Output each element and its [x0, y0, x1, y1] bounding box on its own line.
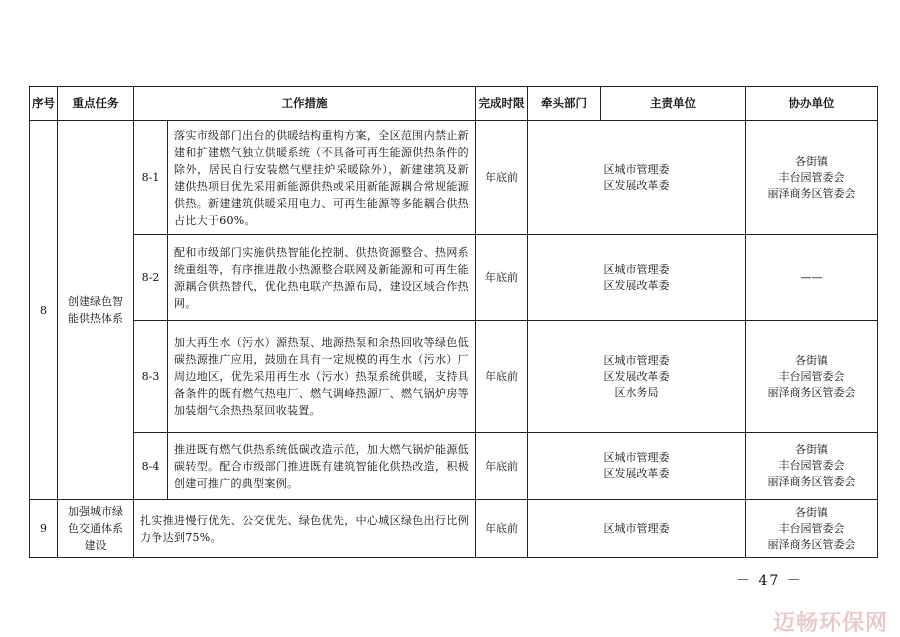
main-unit-cell: 区城市管理委 [528, 500, 746, 558]
assist-unit-cell [746, 500, 878, 558]
main-unit-cell [528, 121, 746, 235]
assist-unit-line: 各街镇 [795, 154, 828, 168]
table-row [30, 433, 878, 500]
assist-unit-line: 丽泽商务区管委会 [767, 385, 856, 399]
assist-unit-line: 丽泽商务区管委会 [767, 537, 856, 551]
assist-unit-line: 各街镇 [795, 505, 828, 519]
main-unit-line: 区发展改革委 [603, 467, 670, 480]
deadline-cell: 年底前 [476, 121, 528, 235]
sub-num-cell: 8-4 [134, 433, 168, 500]
main-unit-line: 区发展改革委 [603, 178, 670, 192]
header-main: 主责单位 [601, 87, 746, 121]
deadline-cell: 年底前 [476, 500, 528, 558]
table-row [30, 235, 878, 321]
table-header-row [30, 87, 878, 121]
main-unit-line: 区发展改革委 [603, 369, 670, 383]
measure-cell: 扎实推进慢行优先、公交优先、绿色优先，中心城区绿色出行比例力争达到75%。 [134, 500, 476, 558]
assist-unit-line: 各街镇 [795, 353, 828, 367]
deadline-cell: 年底前 [476, 321, 528, 433]
assist-unit-line: 各街镇 [795, 443, 828, 456]
assist-unit-cell [746, 433, 878, 500]
main-unit-cell [528, 321, 746, 433]
seq-cell: 8 [30, 121, 58, 500]
assist-unit-cell: —— [746, 235, 878, 321]
measure-cell: 配和市级部门实施供热智能化控制、供热资源整合、热网系统重组等，有序推进散小热源整合联网及新能源和可再生能源耦合供热替代，优化热电联产热源布局，建设区域合作热网。 [168, 235, 476, 321]
watermark: 迈畅环保网 [772, 611, 888, 636]
main-unit-cell [528, 235, 746, 321]
table-row [30, 500, 878, 558]
assist-unit-line: 丽泽商务区管委会 [767, 475, 856, 488]
main-unit-line: 区城市管理委 [603, 451, 670, 464]
sub-num-cell: 8-2 [134, 235, 168, 321]
task-cell: 加强城市绿色交通体系建设 [58, 500, 134, 558]
sub-num-cell: 8-1 [134, 121, 168, 235]
measure-cell: 加大再生水（污水）源热泵、地源热泵和余热回收等绿色低碳热源推广应用，鼓励在具有一定规模的再生水（污水）厂周边地区，优先采用再生水（污水）热泵系统供暖，支持具备条件的既有燃气热电厂、燃气调峰热源厂、燃气锅炉房等加装烟气余热热泵回收装置。 [168, 321, 476, 433]
header-measures: 工作措施 [134, 87, 476, 121]
main-unit-cell [528, 433, 746, 500]
assist-unit-line: 丰台园管委会 [778, 459, 845, 472]
deadline-cell: 年底前 [476, 235, 528, 321]
table-row [30, 321, 878, 433]
deadline-cell: 年底前 [476, 433, 528, 500]
main-unit-line: 区水务局 [614, 385, 659, 399]
assist-unit-line: 丽泽商务区管委会 [767, 186, 856, 200]
page-number: － 47 － [736, 573, 803, 589]
header-task: 重点任务 [58, 87, 134, 121]
main-unit-line: 区城市管理委 [603, 353, 670, 367]
assist-unit-line: 丰台园管委会 [778, 521, 845, 535]
assist-unit-cell [746, 121, 878, 235]
measure-cell: 落实市级部门出台的供暖结构重构方案，全区范围内禁止新建和扩建燃气独立供暖系统（不具备可再生能源供热条件的除外，居民自行安装燃气壁挂炉采暖除外），新建建筑及新建供热项目优先采用新能源供热或采用新能源耦合常规能源供热。新建建筑供暖采用电力、可再生能源等多能耦合供热占比大于60%。 [168, 121, 476, 235]
header-lead: 牵头部门 [528, 87, 601, 121]
main-unit-line: 区城市管理委 [603, 262, 670, 276]
task-table [29, 86, 878, 558]
assist-unit-cell [746, 321, 878, 433]
table-row [30, 121, 878, 235]
header-seq: 序号 [30, 87, 58, 121]
assist-unit-line: 丰台园管委会 [778, 369, 845, 383]
header-deadline: 完成时限 [476, 87, 528, 121]
measure-cell: 推进既有燃气供热系统低碳改造示范，加大燃气锅炉能源低碳转型。配合市级部门推进既有建筑智能化供热改造，积极创建可推广的典型案例。 [168, 433, 476, 500]
header-assist: 协办单位 [746, 87, 878, 121]
assist-unit-line: 丰台园管委会 [778, 170, 845, 184]
main-unit-line: 区发展改革委 [603, 278, 670, 292]
sub-num-cell: 8-3 [134, 321, 168, 433]
main-unit-line: 区城市管理委 [603, 162, 670, 176]
seq-cell: 9 [30, 500, 58, 558]
task-cell: 创建绿色智能供热体系 [58, 121, 134, 500]
